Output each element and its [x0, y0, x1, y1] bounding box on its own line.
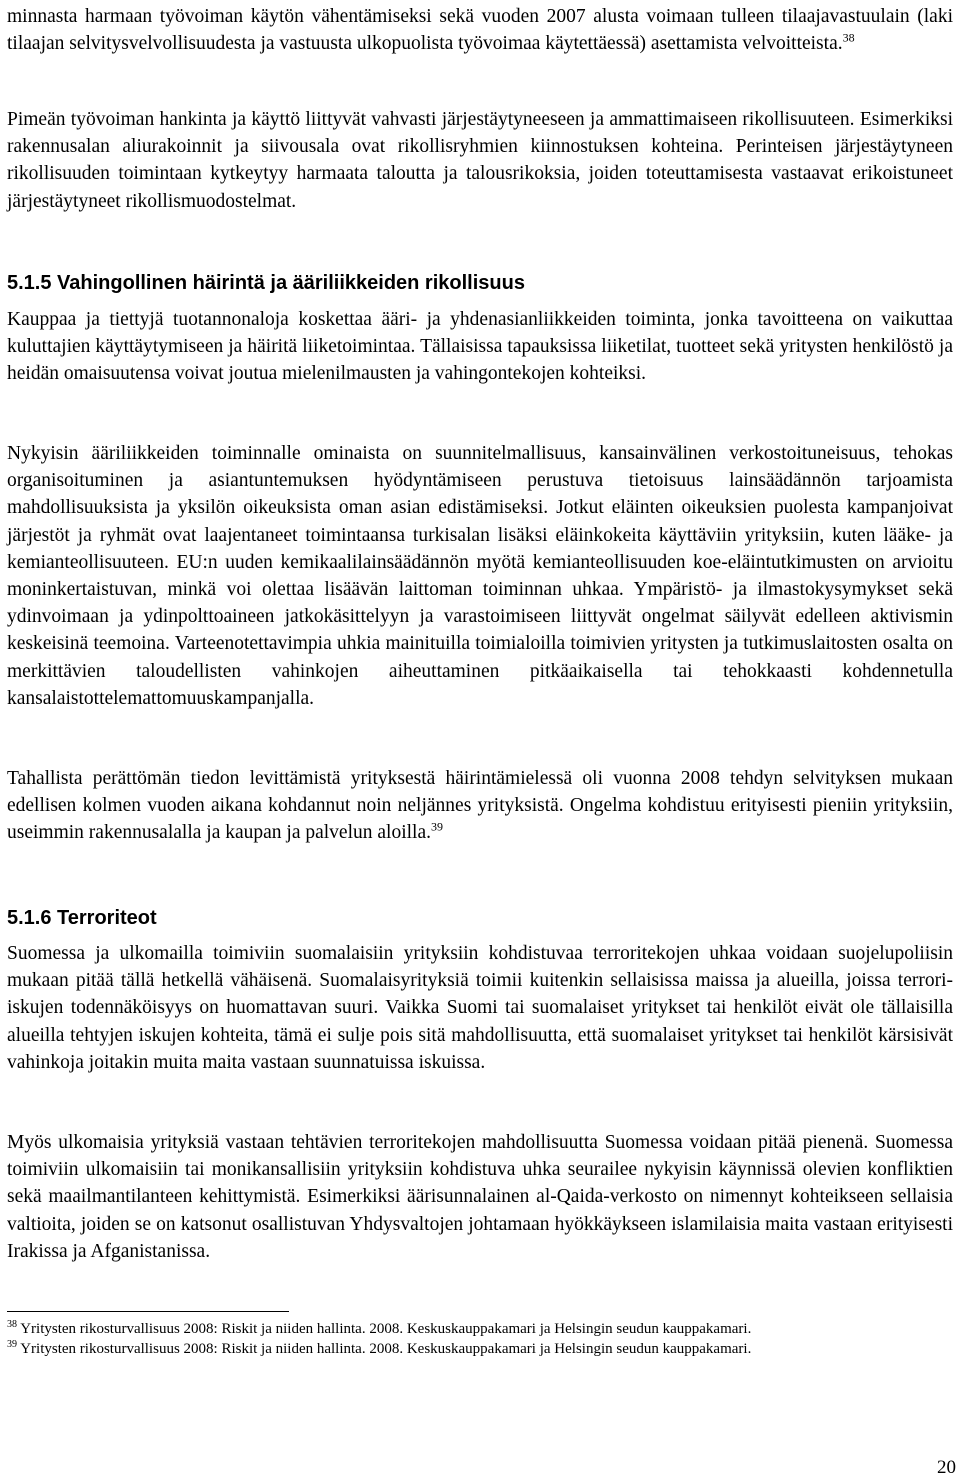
paragraph-extremist-characteristics: Nykyisin ääriliikkeiden toiminnalle ominaista on suunnitelmallisuus, kansainvälinen verkostoituneisuus, tehokas organisoituminen ja asiantuntemuksen hyödyntämiseen perustuva tietoisuus lainsäädännön tarjoamista mahdollisuuksista ja yksilön oikeuksista oman asian edistämiseksi. Jotkut eläinten oikeuksien puolesta kampanjoivat järjestöt ja ryhmät ovat laajentaneet toimintaansa turkisalan lisäksi eläinkokeita käyttäviin yrityksiin, kuten lääke- ja kemianteollisuuteen. EU:n uuden kemikaalilainsäädännön myötä kemianteollisuuden koe-eläintutkimusten on arvioitu moninkertaistuvan, minkä voi olettaa lisäävän laittoman toiminnan uhkaa. Ympäristö- ja ilmastokysymykset sekä ydinvoimaan ja ydinpolttoaineen jatkokäsittelyyn ja varastoimiseen liittyvät ongelmat säilyvät edelleen aktivismin keskeisinä teemoina. Varteenotettavimpia uhkia mainituilla toimialoilla toimivien yritysten ja tutkimuslaitosten osalta on merkittävien taloudellisten vahinkojen aiheuttaminen pitkäaikaisella tai tehokkaasti kohdennetulla kansalaistottelemattomuuskampanjalla. [7, 443, 953, 709]
footnote-number: 38 [7, 1319, 17, 1330]
page-number: 20 [937, 1457, 956, 1478]
paragraph-extremist-activity: Kauppaa ja tiettyjä tuotannonaloja koskettaa ääri- ja yhdenasianliikkeiden toiminta, jonka tavoitteena on vaikuttaa kuluttajien käyttäytymiseen ja häiritä liiketoimintaa. Tällaisissa tapauksissa liiketilat, tuotteet sekä yritysten henkilöstö ja heidän omaisuutensa voivat joutua mielenilmausten ja vahingontekojen kohteiksi. [7, 309, 953, 385]
footnote-number: 39 [7, 1338, 17, 1350]
footnote-reference: 38 [842, 30, 855, 45]
footnote-39 [7, 1340, 953, 1360]
footnote-separator [7, 1311, 289, 1312]
paragraph-terror-threat-foreign: Myös ulkomaisia yrityksiä vastaan tehtävien terroritekojen mahdollisuutta Suomessa voidaan pitää pienenä. Suomessa toimiviin ulkomaisiin tai monikansallisiin yrityksiin kohdistuva uhka seurailee nykyisin käynnissä olevien konfliktien sekä maailmantilanteen kehittymistä. Esimerkiksi äärisunnalainen al-Qaida-verkosto on nimennyt kohteikseen sellaisia valtioita, joiden se on katsonut osallistuvan Yhdysvaltojen johtamaan hyökkäykseen islamilaisia maita vastaan erityisesti Irakissa ja Afganistanissa. [7, 1132, 953, 1262]
paragraph-text: Tahallista perättömän tiedon levittämistä yrityksestä häirintämielessä oli vuonna 2008 tehdyn selvityksen mukaan edellisen kolmen vuoden aikana kohdannut noin neljännes yrityksistä. Ongelma kohdistuu erityisesti pieniin yrityksiin, useimmin rakennusalalla ja kaupan ja palvelun aloilla. [7, 768, 953, 844]
section-heading-5-1-5: 5.1.5 Vahingollinen häirintä ja ääriliikkeiden rikollisuus [7, 272, 525, 294]
footnote-38 [7, 1320, 953, 1340]
paragraph-illegal-labour: Pimeän työvoiman hankinta ja käyttö liittyvät vahvasti järjestäytyneeseen ja ammattimaiseen rikollisuuteen. Esimerkiksi rakennusalan aliurakoinnit ja siivousala ovat rikollisryhmien kiinnostuksen kohteina. Perinteisen järjestäytyneen rikollisuuden toimintaan kytkeytyy harmaata taloutta ja talousrikoksia, joiden toteuttamisesta vastaavat erikoistuneet järjestäytyneet rikollismuodostelmat. [7, 109, 953, 212]
paragraph-text: minnasta harmaan työvoiman käytön vähentämiseksi sekä vuoden 2007 alusta voimaan tulleen tilaajavastuulain (laki tilaajan selvitysvelvollisuudesta ja vastuusta ulkopuolista työvoimaa käytettäessä) asettamista velvoitteista. [7, 6, 953, 55]
paragraph-false-information [7, 765, 953, 847]
footnote-text: Yritysten rikosturvallisuus 2008: Riskit ja niiden hallinta. 2008. Keskuskauppakamari ja Helsingin seudun kauppakamari. [20, 1321, 752, 1337]
section-heading-5-1-6: 5.1.6 Terroriteot [7, 907, 157, 929]
paragraph-continuation [7, 3, 953, 57]
footnote-reference: 39 [430, 819, 443, 834]
footnote-text: Yritysten rikosturvallisuus 2008: Riskit ja niiden hallinta. 2008. Keskuskauppakamari ja Helsingin seudun kauppakamari. [20, 1340, 752, 1357]
footnotes [7, 1320, 953, 1359]
paragraph-terror-threat-finnish: Suomessa ja ulkomailla toimiviin suomalaisiin yrityksiin kohdistuvaa terroritekojen uhkaa voidaan suojelupoliisin mukaan pitää tällä hetkellä vähäisenä. Suomalaisyrityksiä toimii kuitenkin sellaisissa maissa ja alueilla, joissa terrori-iskujen todennäköisyys on huomattavan suuri. Vaikka Suomi tai suomalaiset yritykset tai henkilöt eivät ole tällaisilla alueilla tehtyjen iskujen kohteita, tämä ei sulje pois sitä mahdollisuutta, että suomalaiset yritykset tai henkilöt kärsisivät vahinkoja joitakin muita maita vastaan suunnatuissa iskuissa. [7, 943, 953, 1073]
